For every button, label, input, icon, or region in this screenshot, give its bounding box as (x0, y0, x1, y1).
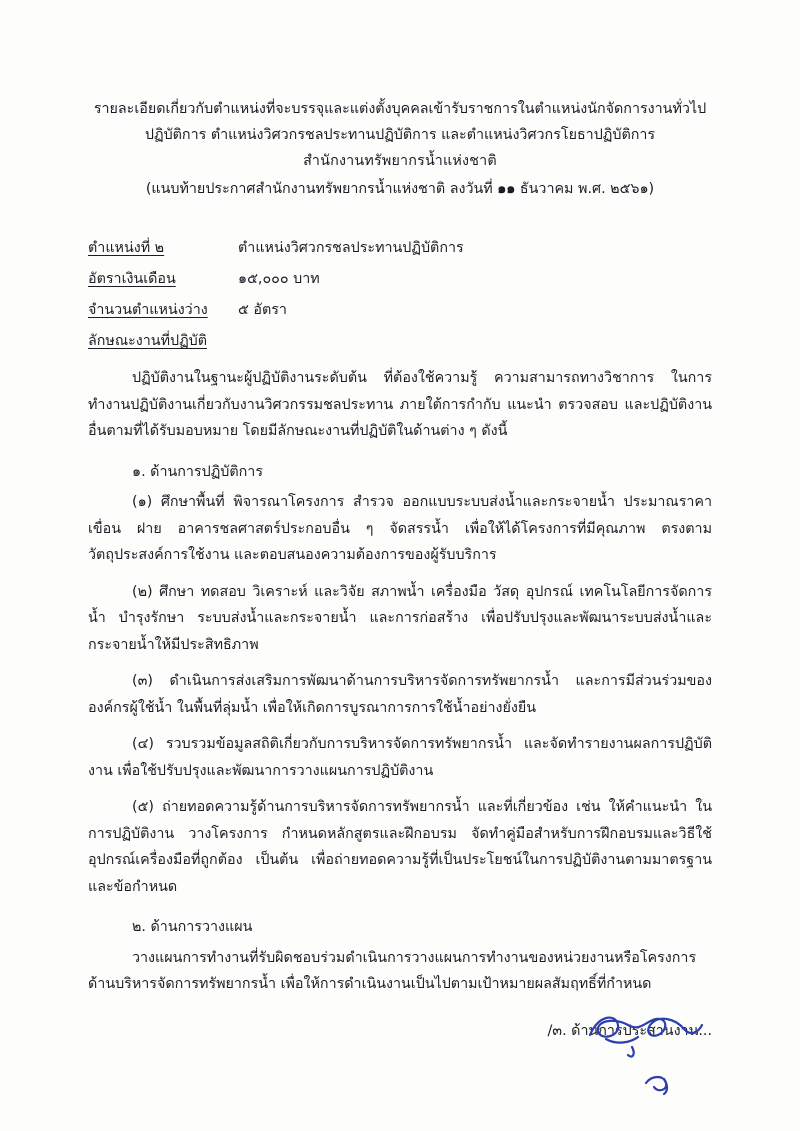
section-heading-2: ๒. ด้านการวางแผน (132, 919, 253, 935)
field-label-duties: ลักษณะงานที่ปฏิบัติ (88, 333, 208, 349)
document-header (88, 96, 712, 202)
field-row (88, 300, 712, 320)
field-label-salary: อัตราเงินเดือน (88, 271, 176, 287)
document-body (88, 365, 712, 1044)
header-line-1: รายละเอียดเกี่ยวกับตำแหน่งที่จะบรรจุและแต่งตั้งบุคคลเข้ารับราชการในตำแหน่งนักจัดการงานทั่วไป (93, 101, 707, 117)
section-1-item-2: (๒) ศึกษา ทดสอบ วิเคราะห์ และวิจัย สภาพน้ำ เครื่องมือ วัสดุ อุปกรณ์ เทคโนโลยีการจัดการน้ำ บำรุงรักษา ระบบส่งน้ำและกระจายน้ำ และการก่อสร้าง เพื่อปรับปรุงและพัฒนาระบบส่งน้ำและกระจายน้ำให้มีประสิทธิภาพ (88, 583, 712, 653)
header-note-suffix: ธันวาคม พ.ศ. ๒๕๖๑) (515, 181, 655, 197)
section-heading-1: ๑. ด้านการปฏิบัติการ (132, 463, 264, 480)
section-1-item-1: (๑) ศึกษาพื้นที่ พิจารณาโครงการ สำรวจ ออกแบบระบบส่งน้ำและกระจายน้ำ ประมาณราคาเขื่อน ฝาย อาคารชลศาสตร์ประกอบอื่น ๆ จัดสรรน้ำ เพื่อให้ได้โครงการที่มีคุณภาพ ตรงตามวัตถุประสงค์การใช้งาน และตอบสนองความต้องการของผู้รับบริการ (88, 494, 712, 563)
field-label-position: ตำแหน่งที่ ๒ (88, 240, 165, 256)
footer-note: /๓. ด้านการประสานงาน... (547, 1022, 712, 1039)
header-note-prefix: (แนบท้ายประกาศสำนักงานทรัพยากรน้ำแห่งชาติ ลงวันที่ (145, 181, 498, 197)
field-value-salary: ๑๕,๐๐๐ บาท (238, 271, 320, 287)
header-line-3: สำนักงานทรัพยากรน้ำแห่งชาติ (303, 153, 497, 169)
header-line-2: ปฏิบัติการ ตำแหน่งวิศวกรชลประทานปฏิบัติการ และตำแหน่งวิศวกรโยธาปฏิบัติการ (144, 127, 656, 143)
field-row (88, 238, 712, 258)
intro-paragraph: ปฏิบัติงานในฐานะผู้ปฏิบัติงานระดับต้น ที่ต้องใช้ความรู้ ความสามารถทางวิชาการ ในการทำงานปฏิบัติงานเกี่ยวกับงานวิศวกรรมชลประทาน ภายใต้การกำกับ แนะนำ ตรวจสอบ และปฏิบัติงานอื่นตามที่ได้รับมอบหมาย โดยมีลักษณะงานที่ปฏิบัติในด้านต่าง ๆ ดังนี้ (88, 370, 712, 439)
header-note-day: ๑๑ (497, 181, 516, 197)
field-label-vacancies: จำนวนตำแหน่งว่าง (88, 302, 208, 318)
field-value-vacancies: ๕ อัตรา (238, 302, 287, 318)
field-row (88, 331, 712, 351)
section-2-item-1: วางแผนการทำงานที่รับผิดชอบร่วมดำเนินการวางแผนการทำงานของหน่วยงานหรือโครงการด้านบริหารจัดการทรัพยากรน้ำ เพื่อให้การดำเนินงานเป็นไปตามเป้าหมายผลสัมฤทธิ์ที่กำหนด (88, 949, 697, 992)
section-1-item-3: (๓) ดำเนินการส่งเสริมการพัฒนาด้านการบริหารจัดการทรัพยากรน้ำ และการมีส่วนร่วมขององค์กรผู้ใช้น้ำ ในพื้นที่ลุ่มน้ำ เพื่อให้เกิดการบูรณาการการใช้น้ำอย่างยั่งยืน (88, 673, 712, 716)
header-note (88, 176, 712, 202)
section-1-item-4: (๔) รวบรวมข้อมูลสถิติเกี่ยวกับการบริหารจัดการทรัพยากรน้ำ และจัดทำรายงานผลการปฏิบัติงาน เพื่อใช้ปรับปรุงและพัฒนาการวางแผนการปฏิบัติงาน (88, 736, 712, 779)
section-1-item-5: (๕) ถ่ายทอดความรู้ด้านการบริหารจัดการทรัพยากรน้ำ และที่เกี่ยวข้อง เช่น ให้คำแนะนำ ในการปฏิบัติงาน วางโครงการ กำหนดหลักสูตรและฝึกอบรม จัดทำคู่มือสำหรับการฝึกอบรมและวิธีใช้อุปกรณ์เครื่องมือที่ถูกต้อง เป็นต้น เพื่อถ่ายทอดความรู้ที่เป็นประโยชน์ในการปฏิบัติงานตามมาตรฐานและข้อกำหนด (88, 799, 712, 895)
position-fields (88, 238, 712, 351)
field-row (88, 269, 712, 289)
field-value-position: ตำแหน่งวิศวกรชลประทานปฏิบัติการ (238, 240, 464, 256)
document-content (88, 96, 712, 1044)
